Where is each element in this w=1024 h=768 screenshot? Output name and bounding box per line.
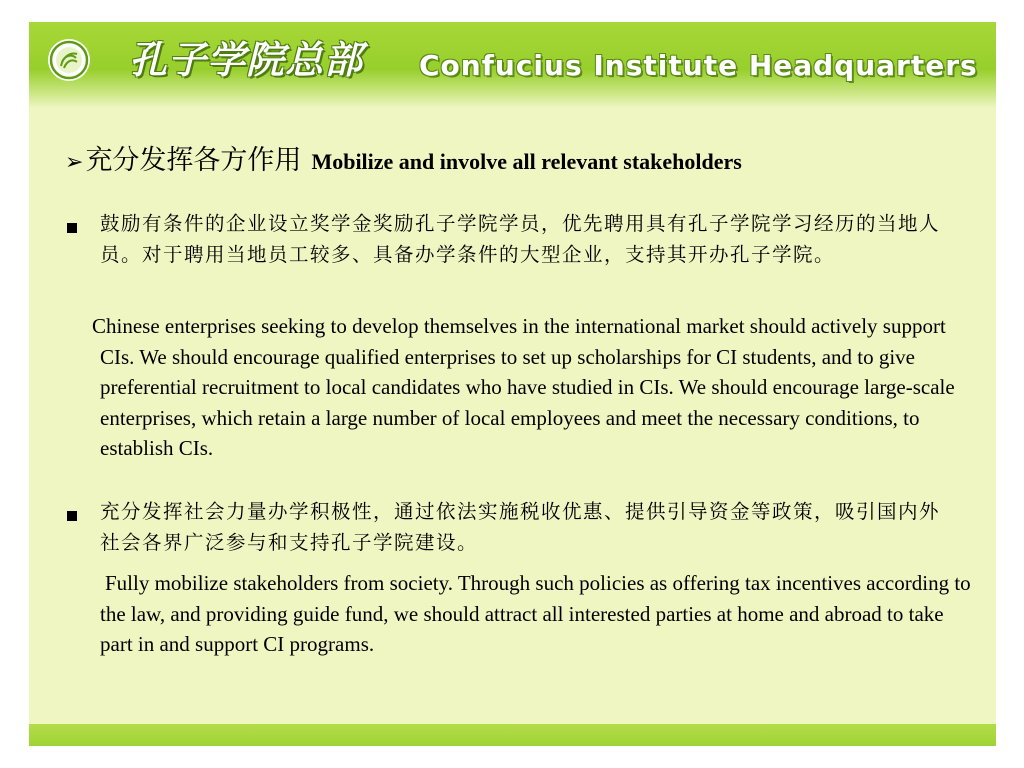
slide-heading: [65, 138, 742, 178]
square-bullet-icon: [67, 223, 77, 233]
header-title-en: Confucius Institute Headquarters: [419, 49, 978, 82]
confucius-institute-logo-icon: [47, 38, 91, 82]
square-bullet-icon: [67, 511, 77, 521]
bullet-2-en: Fully mobilize stakeholders from society. Through such policies as offering tax incentives according to the law, and providing guide fund, we should attract all interested parties at home and abroad to take part in and support CI programs.: [100, 571, 971, 656]
bullet-1-cn: 鼓励有条件的企业设立奖学金奖励孔子学院学员，优先聘用具有孔子学院学习经历的当地人员。对于聘用当地员工较多、具备办学条件的大型企业，支持其开办孔子学院。: [100, 212, 941, 266]
slide: [29, 22, 996, 746]
heading-cn: 充分发挥各方作用: [85, 145, 302, 176]
footer-bar: [29, 724, 996, 746]
header-banner: [29, 22, 996, 108]
heading-en: Mobilize and involve all relevant stakeholders: [311, 149, 742, 174]
bullet-2-cn: 充分发挥社会力量办学积极性，通过依法实施税收优惠、提供引导资金等政策，吸引国内外社会各界广泛参与和支持孔子学院建设。: [100, 500, 941, 554]
header-title-cn: 孔子学院总部: [129, 38, 364, 82]
arrow-bullet-icon: ➢: [65, 150, 84, 175]
bullet-1-en: Chinese enterprises seeking to develop themselves in the international market should actively support CIs. We should encourage qualified enterprises to set up scholarships for CI students, and to give preferential recruitment to local candidates who have studied in CIs. We should encourage large-scale enterprises, which retain a large number of local employees and meet the necessary conditions, to establish CIs.: [92, 314, 955, 460]
